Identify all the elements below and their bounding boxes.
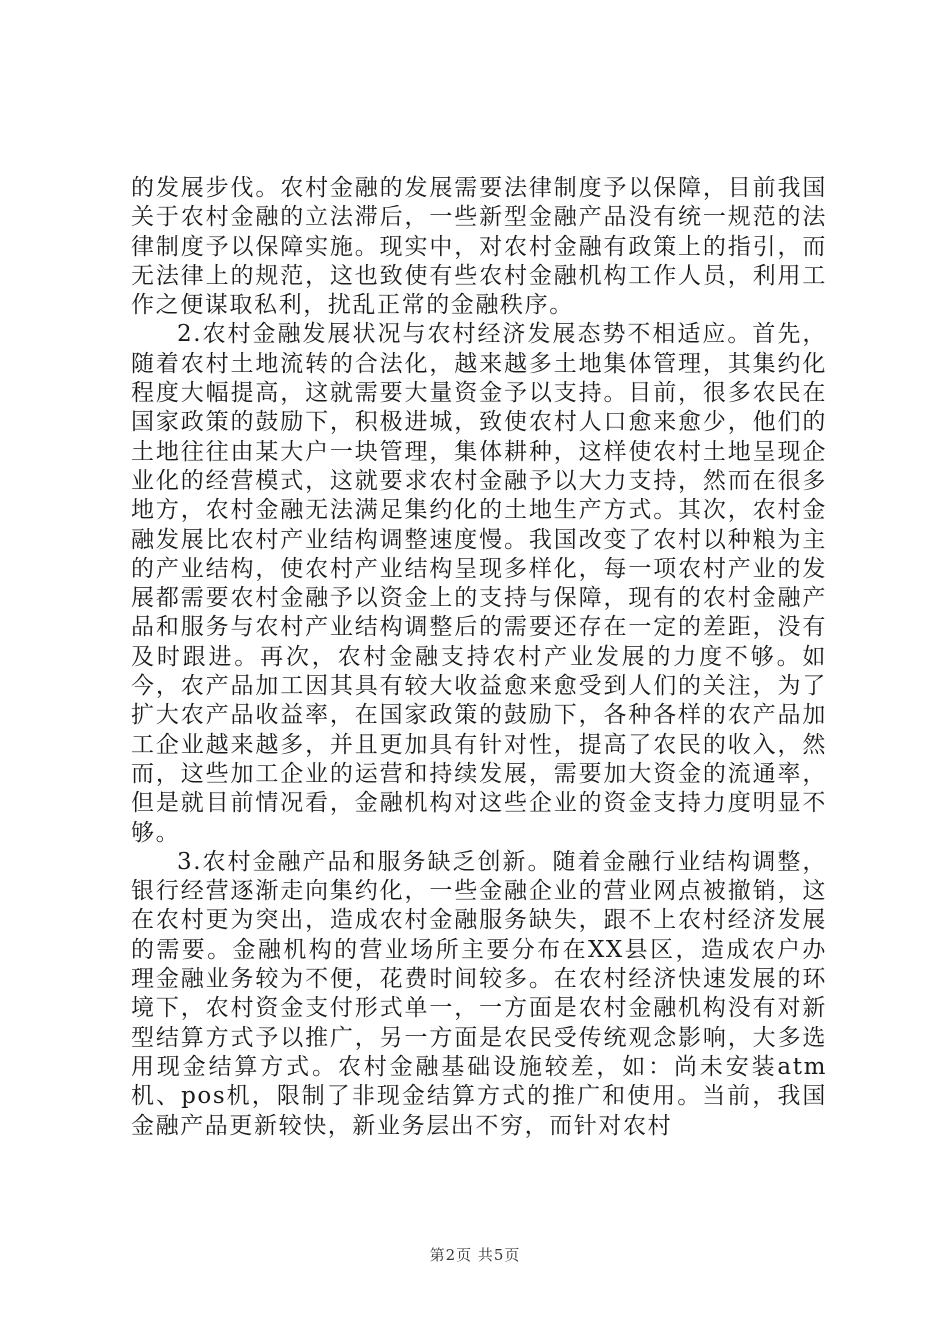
document-body <box>131 174 827 1141</box>
page-number-footer: 第2页 共5页 <box>429 1246 521 1264</box>
paragraph-point-3: 3.农村金融产品和服务缺乏创新。随着金融行业结构调整，银行经营逐渐走向集约化，一些金融企业的营业网点被撤销，这在农村更为突出，造成农村金融服务缺失，跟不上农村经济发展的需要。金融机构的营业场所主要分布在XX县区，造成农户办理金融业务较为不便，花费时间较多。在农村经济快速发展的环境下，农村资金支付形式单一，一方面是农村金融机构没有对新型结算方式予以推广，另一方面是农民受传统观念影响，大多选用现金结算方式。农村金融基础设施较差，如：尚未安装atm机、pos机，限制了非现金结算方式的推广和使用。当前，我国金融产品更新较快，新业务层出不穷，而针对农村 <box>131 848 827 1139</box>
paragraph-point-2: 2.农村金融发展状况与农村经济发展态势不相适应。首先，随着农村土地流转的合法化，越来越多土地集体管理，其集约化程度大幅提高，这就需要大量资金予以支持。目前，很多农民在国家政策的鼓励下，积极进城，致使农村人口愈来愈少，他们的土地往往由某大户一块管理，集体耕种，这样使农村土地呈现企业化的经营模式，这就要求农村金融予以大力支持，然而在很多地方，农村金融无法满足集约化的土地生产方式。其次，农村金融发展比农村产业结构调整速度慢。我国改变了农村以种粮为主的产业结构，使农村产业结构呈现多样化，每一项农村产业的发展都需要农村金融予以资金上的支持与保障，现有的农村金融产品和服务与农村产业结构调整后的需要还存在一定的差距，没有及时跟进。再次，农村金融支持农村产业发展的力度不够。如今，农产品加工因其具有较大收益愈来愈受到人们的关注，为了扩大农产品收益率，在国家政策的鼓励下，各种各样的农产品加工企业越来越多，并且更加具有针对性，提高了农民的收入，然而，这些加工企业的运营和持续发展，需要加大资金的流通率，但是就目前情况看，金融机构对这些企业的资金支持力度明显不够。 <box>131 321 827 846</box>
paragraph-continuation: 的发展步伐。农村金融的发展需要法律制度予以保障，目前我国关于农村金融的立法滞后，一些新型金融产品没有统一规范的法律制度予以保障实施。现实中，对农村金融有政策上的指引，而无法律上的规范，这也致使有些农村金融机构工作人员，利用工作之便谋取私利，扰乱正常的金融秩序。 <box>131 175 827 319</box>
